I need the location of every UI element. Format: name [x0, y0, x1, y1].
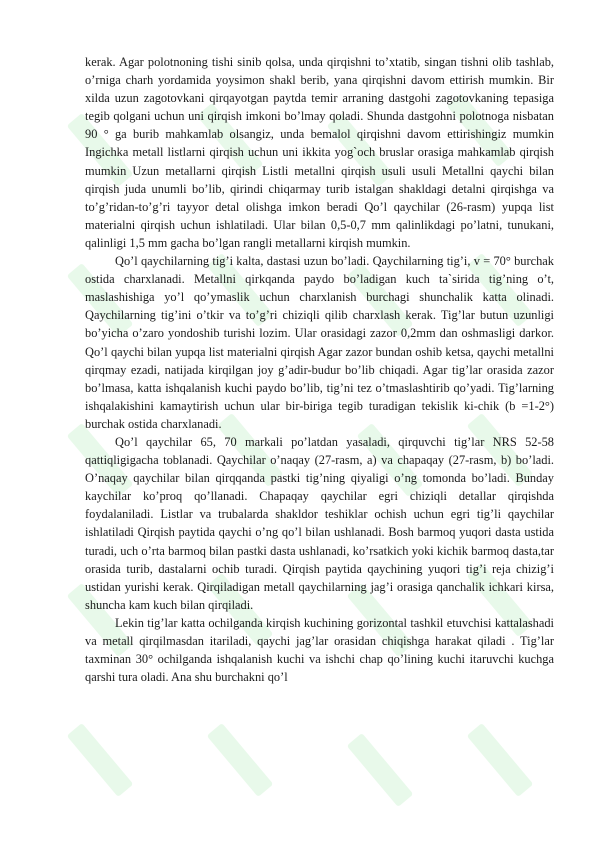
paragraph-3: Qo’l qaychilar 65, 70 markali po’latdan yasaladi, qirquvchi tig’lar NRS 52-58 qattiqligigacha toblanadi. Qaychilar o’naqay (27-rasm, a) va chapaqay (27-rasm, b) bo’ladi. O’naqay qaychilar bilan qirqqanda pastki tig’ning qiyaligi o’ng tomonda bo’ladi. Bunday kaychilar ko’proq qo’llanadi. Chapaqay qaychilar egri chiziqli detallar qirqishda foydalaniladi. Listlar va trubalarda shakldor teshiklar ochish uchun egri tig’li qaychilar ishlatiladi Qirqish paytida qaychi o’ng qo’l bilan ushlanadi. Bosh barmoq yuqori dasta ustida turadi, uch o’rta barmoq bilan pastki dasta ushlanadi, ko’rsatkich yoki kichik barmoq dasta,tar orasida turib, dastalarni ochib turadi. Qirqish paytida qaychining yuqori tig’i reja chizig’i ustidan yurishi kerak. Qirqiladigan metall qaychilarning jag’i orasiga qanchalik ichkari kirsa, shuncha kam kuch bilan qirqiladi. [85, 434, 554, 612]
watermark-mark [207, 723, 274, 797]
watermark-mark [67, 723, 134, 797]
watermark-mark [467, 723, 534, 797]
paragraph-4: Lekin tig’lar katta ochilganda kirqish kuchining gorizontal tashkil etuvchisi kattalashadi va metall qirqilmasdan itariladi, qaychi jag’lar orasidan chiqishga harakat qiladi . Tig’lar taxminan 30° ochilganda ishqalanish kuchi va ishchi chap qo’lining kuchi itaruvchi kuchga qarshi tura oladi. Ana shu burchakni qo’l [85, 615, 554, 685]
watermark-mark [347, 733, 414, 807]
paragraph-2: Qo’l qaychilarning tig’i kalta, dastasi uzun bo’ladi. Qaychilarning tig’i, v = 70° burchak ostida charxlanadi. Metallni qirkqanda paydo bo’ladigan kuch ta`sirida tig’ning o’t, maslashishiga yo’l qo’ymaslik uchun charxlanish burchagi shunchalik katta olinadi. Qaychilarning tig’ini o’tkir va to’g’ri chiziqli qilib charxlash kerak. Tig’lar butun uzunligi bo’yicha o’zaro yondoshib turishi lozim. Ular orasidagi zazor 0,2mm dan oshmasligi darkor. Qo’l qaychi bilan yupqa list materialni qirqish Agar zazor bundan oshib ketsa, qaychi metallni qirqmay ezadi, natijada kirqilgan joy g’adir-budur bo’lib chiqadi. Agar tig’lar orasida zazor bo’lmasa, katta ishqalanish kuchi paydo bo’lib, tig’ni tez o’tmaslashtirib qo’yadi. Tig’larning ishqalakishini kamaytirish uchun ular bir-biriga tegib turadigan tekislik ki-chik (b =1-2°) burchak ostida charxlanadi. [85, 254, 554, 431]
body-text [85, 53, 554, 686]
paragraph-1: kerak. Agar polotnoning tishi sinib qolsa, unda qirqishni to’xtatib, singan tishni olib tashlab, o’rniga charh yordamida yoysimon shakl berib, yana qirqishni davom ettirish mumkin. Bir xilda uzun zagotovkani qirqayotgan paytda temir arraning dastgohi zagotovkaning tepasiga tegib qolgani uchun uni qirqish imkoni bo’lmay qoladi. Shunda dastgohni polotnoga nisbatan 90 ° ga burib mahkamlab olsangiz, unda bemalol qirqishni davom ettirishingiz mumkin Ingichka metall listlarni qirqish uchun uni ikkita yog`och bruslar orasiga mahkamlab qirqish mumkin Uzun metallarni qirqish Listli metallni qirqish usuli usuli Metallni qaychi bilan qirqish juda unumli bo’lib, qirindi chiqarmay turib istalgan shakldagi detalni qirqishga va to’g’ridan-to’g’ri tayyor detal olishga imkon beradi Qo’l qaychilar (26-rasm) yupqa list materialni qirqish uchun ishlatiladi. Ular bilan 0,5-0,7 mm qalinlikdagi po’latni, tunukani, qalinligi 1,5 mm gacha bo’lgan rangli metallarni kirqish mumkin. [85, 55, 554, 250]
